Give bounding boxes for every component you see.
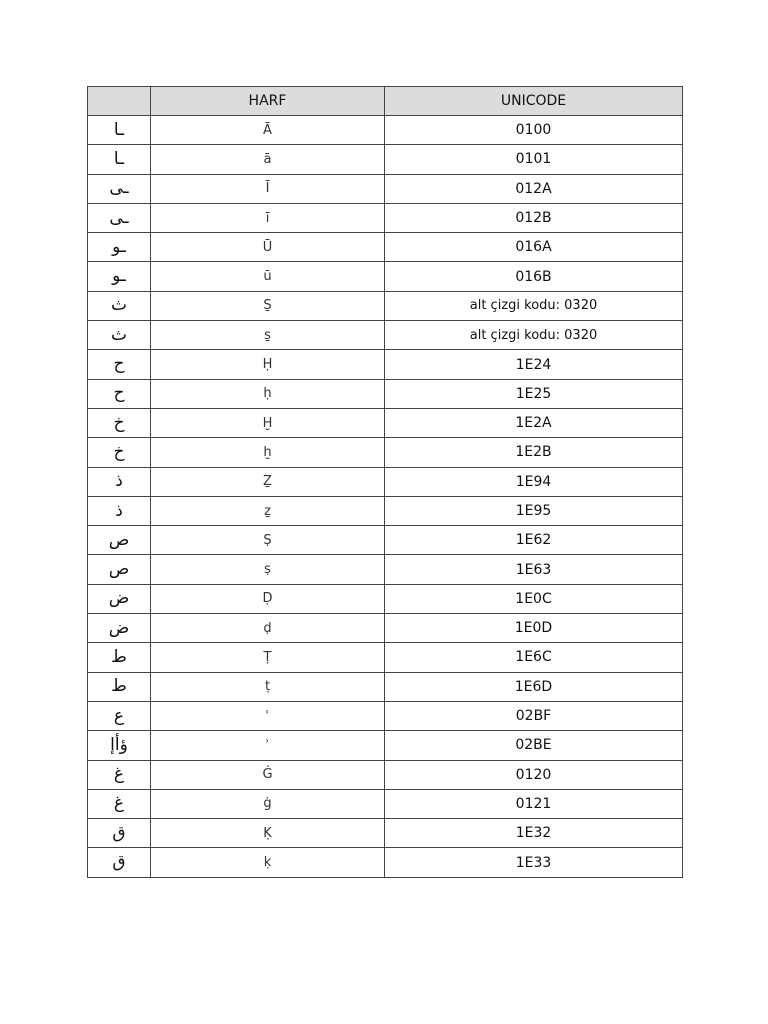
table-row [88, 584, 683, 613]
unicode-cell: 012B [385, 203, 683, 232]
arabic-letter-cell: ؤأإ [88, 731, 151, 760]
arabic-letter-cell: ث [88, 321, 151, 350]
unicode-cell: 1E0D [385, 614, 683, 643]
table-row [88, 116, 683, 145]
harf-cell: Ḳ [151, 819, 385, 848]
harf-cell: Ẕ [151, 467, 385, 496]
arabic-letter-cell: ق [88, 819, 151, 848]
harf-cell: Ḍ [151, 584, 385, 613]
harf-cell: Ū [151, 233, 385, 262]
table-row [88, 496, 683, 525]
unicode-cell: 1E33 [385, 848, 683, 877]
arabic-letter-cell: ص [88, 526, 151, 555]
arabic-letter-cell: ض [88, 584, 151, 613]
harf-cell: s̱ [151, 321, 385, 350]
unicode-cell: 1E6C [385, 643, 683, 672]
harf-cell: ḍ [151, 614, 385, 643]
unicode-cell: 02BE [385, 731, 683, 760]
harf-cell: ṣ [151, 555, 385, 584]
table-row [88, 408, 683, 437]
table-row [88, 379, 683, 408]
arabic-letter-cell: ع [88, 701, 151, 730]
unicode-cell: 0101 [385, 145, 683, 174]
harf-cell: ḥ [151, 379, 385, 408]
unicode-cell: 1E63 [385, 555, 683, 584]
arabic-letter-cell: ـو [88, 262, 151, 291]
unicode-cell: 1E32 [385, 819, 683, 848]
unicode-cell: 0100 [385, 116, 683, 145]
table-row [88, 819, 683, 848]
arabic-letter-cell: خ [88, 408, 151, 437]
unicode-cell: 012A [385, 174, 683, 203]
arabic-letter-cell: ـى [88, 203, 151, 232]
harf-cell: Ḫ [151, 408, 385, 437]
table-row [88, 438, 683, 467]
harf-cell: Ṣ [151, 526, 385, 555]
harf-cell: ī [151, 203, 385, 232]
unicode-cell: 1E2B [385, 438, 683, 467]
table-row [88, 789, 683, 818]
harf-cell: ʿ [151, 701, 385, 730]
unicode-cell: alt çizgi kodu: 0320 [385, 321, 683, 350]
arabic-letter-cell: ـا [88, 116, 151, 145]
unicode-cell: 02BF [385, 701, 683, 730]
unicode-cell: 1E24 [385, 350, 683, 379]
arabic-letter-cell: ح [88, 379, 151, 408]
table-row [88, 643, 683, 672]
table-row [88, 760, 683, 789]
arabic-letter-cell: ذ [88, 467, 151, 496]
table-row [88, 145, 683, 174]
arabic-letter-cell: خ [88, 438, 151, 467]
table-row [88, 731, 683, 760]
table-row [88, 321, 683, 350]
table-row [88, 701, 683, 730]
arabic-letter-cell: ـى [88, 174, 151, 203]
harf-cell: Ḥ [151, 350, 385, 379]
harf-cell: Ī [151, 174, 385, 203]
table-row [88, 233, 683, 262]
arabic-letter-cell: ح [88, 350, 151, 379]
unicode-cell: 1E25 [385, 379, 683, 408]
table-row [88, 555, 683, 584]
harf-cell: Ġ [151, 760, 385, 789]
table-row [88, 672, 683, 701]
unicode-cell: 1E6D [385, 672, 683, 701]
harf-cell: ṭ [151, 672, 385, 701]
table-row [88, 174, 683, 203]
arabic-letter-cell: ق [88, 848, 151, 877]
unicode-cell: 0120 [385, 760, 683, 789]
table-row [88, 526, 683, 555]
harf-cell: ġ [151, 789, 385, 818]
harf-cell: ḫ [151, 438, 385, 467]
header-unicode: UNICODE [385, 87, 683, 116]
harf-cell: ā [151, 145, 385, 174]
arabic-letter-cell: غ [88, 789, 151, 818]
unicode-cell: 1E94 [385, 467, 683, 496]
arabic-letter-cell: غ [88, 760, 151, 789]
harf-cell: Ā [151, 116, 385, 145]
arabic-letter-cell: ـا [88, 145, 151, 174]
transliteration-table [87, 86, 683, 878]
table-row [88, 203, 683, 232]
arabic-letter-cell: ذ [88, 496, 151, 525]
unicode-cell: 1E95 [385, 496, 683, 525]
unicode-cell: 016A [385, 233, 683, 262]
header-arabic [88, 87, 151, 116]
unicode-cell: alt çizgi kodu: 0320 [385, 291, 683, 320]
arabic-letter-cell: ط [88, 643, 151, 672]
unicode-cell: 016B [385, 262, 683, 291]
harf-cell: S̱ [151, 291, 385, 320]
arabic-letter-cell: ـو [88, 233, 151, 262]
header-row [88, 87, 683, 116]
arabic-letter-cell: ض [88, 614, 151, 643]
harf-cell: ʾ [151, 731, 385, 760]
arabic-letter-cell: ص [88, 555, 151, 584]
harf-cell: ū [151, 262, 385, 291]
unicode-cell: 0121 [385, 789, 683, 818]
table-row [88, 291, 683, 320]
harf-cell: ḳ [151, 848, 385, 877]
table-row [88, 848, 683, 877]
arabic-letter-cell: ث [88, 291, 151, 320]
arabic-letter-cell: ط [88, 672, 151, 701]
harf-cell: ẕ [151, 496, 385, 525]
header-harf: HARF [151, 87, 385, 116]
harf-cell: Ṭ [151, 643, 385, 672]
unicode-cell: 1E62 [385, 526, 683, 555]
unicode-cell: 1E0C [385, 584, 683, 613]
table-row [88, 467, 683, 496]
table-row [88, 614, 683, 643]
table-row [88, 262, 683, 291]
table-body [88, 116, 683, 878]
unicode-cell: 1E2A [385, 408, 683, 437]
table-row [88, 350, 683, 379]
table-header [88, 87, 683, 116]
